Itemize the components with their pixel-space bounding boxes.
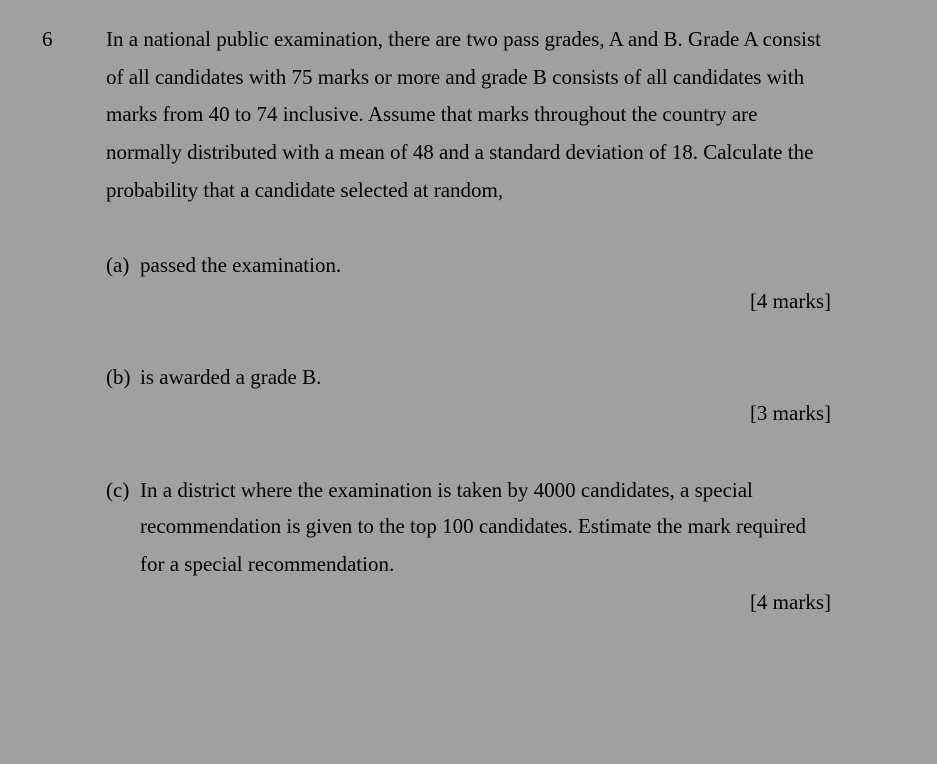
part-text: for a special recommendation. — [140, 552, 395, 576]
marks-allocation: [4 marks] — [749, 590, 831, 614]
stem-line: normally distributed with a mean of 48 and a standard deviation of 18. Calculate the — [106, 140, 814, 164]
question-number: 6 — [42, 27, 53, 51]
part-label: (c) — [106, 478, 130, 502]
marks-allocation: [4 marks] — [749, 289, 831, 313]
stem-line: of all candidates with 75 marks or more and grade B consists of all candidates with — [106, 65, 805, 89]
stem-line: probability that a candidate selected at random, — [106, 178, 504, 202]
part-text: is awarded a grade B. — [140, 365, 322, 389]
stem-line: marks from 40 to 74 inclusive. Assume that marks throughout the country are — [106, 102, 758, 126]
marks-allocation: [3 marks] — [749, 401, 831, 425]
part-text: passed the examination. — [140, 253, 342, 277]
stem-line: In a national public examination, there are two pass grades, A and B. Grade A consist — [106, 27, 821, 51]
part-text: recommendation is given to the top 100 candidates. Estimate the mark required — [140, 514, 806, 538]
part-text: In a district where the examination is taken by 4000 candidates, a special — [140, 478, 753, 502]
part-label: (b) — [106, 365, 131, 389]
part-label: (a) — [106, 253, 130, 277]
